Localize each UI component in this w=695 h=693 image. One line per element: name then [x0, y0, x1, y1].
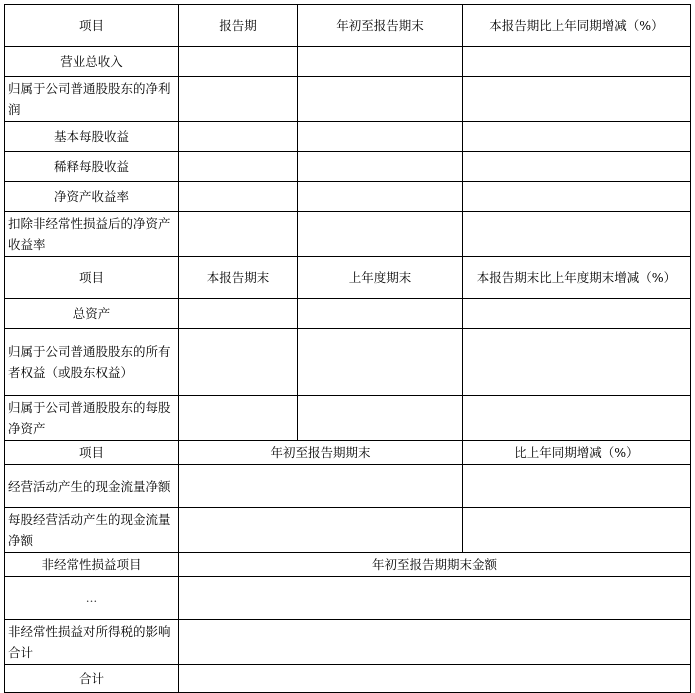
header-nonrecurring-items: 非经常性损益项目 [5, 553, 179, 577]
row-label-shareholder-equity: 归属于公司普通股股东的所有者权益（或股东权益） [5, 329, 179, 396]
empty-cell [179, 508, 463, 553]
header-item: 项目 [5, 5, 179, 47]
empty-cell [298, 329, 463, 396]
row-label-roe: 净资产收益率 [5, 182, 179, 212]
empty-cell [298, 47, 463, 77]
table-row [5, 77, 691, 122]
empty-cell [179, 122, 298, 152]
header-yoy-change: 比上年同期增减（%） [463, 441, 691, 465]
header-ytd-end: 年初至报告期期末 [179, 441, 463, 465]
empty-cell [463, 77, 691, 122]
table-row [5, 620, 691, 665]
row-label-tax-impact: 非经常性损益对所得税的影响合计 [5, 620, 179, 665]
section4-header-row [5, 553, 691, 577]
empty-cell [298, 299, 463, 329]
empty-cell [463, 212, 691, 257]
empty-cell [298, 182, 463, 212]
table-row [5, 152, 691, 182]
row-label-operating-cash-flow: 经营活动产生的现金流量净额 [5, 465, 179, 508]
empty-cell [179, 396, 298, 441]
empty-cell [179, 665, 691, 693]
empty-cell [179, 212, 298, 257]
header-ytd-amount: 年初至报告期期末金额 [179, 553, 691, 577]
empty-cell [179, 329, 298, 396]
row-label-net-assets-per-share: 归属于公司普通股股东的每股净资产 [5, 396, 179, 441]
empty-cell [463, 299, 691, 329]
empty-cell [463, 122, 691, 152]
header-yoy-change: 本报告期比上年同期增减（%） [463, 5, 691, 47]
empty-cell [463, 47, 691, 77]
table-row [5, 182, 691, 212]
row-label-total-assets: 总资产 [5, 299, 179, 329]
row-label-cash-flow-per-share: 每股经营活动产生的现金流量净额 [5, 508, 179, 553]
empty-cell [298, 152, 463, 182]
empty-cell [179, 465, 463, 508]
table-row [5, 465, 691, 508]
empty-cell [298, 396, 463, 441]
empty-cell [298, 212, 463, 257]
empty-cell [179, 299, 298, 329]
table-row [5, 212, 691, 257]
header-period-end: 本报告期末 [179, 257, 298, 299]
empty-cell [179, 47, 298, 77]
empty-cell [179, 152, 298, 182]
header-ytd: 年初至报告期末 [298, 5, 463, 47]
empty-cell [298, 77, 463, 122]
section2-header-row [5, 257, 691, 299]
empty-cell [179, 577, 691, 620]
empty-cell [179, 77, 298, 122]
table-row [5, 299, 691, 329]
row-label-diluted-eps: 稀释每股收益 [5, 152, 179, 182]
financial-data-table [4, 4, 691, 693]
empty-cell [179, 620, 691, 665]
table-row [5, 665, 691, 693]
empty-cell [463, 152, 691, 182]
table-row [5, 508, 691, 553]
table-row [5, 329, 691, 396]
header-reporting-period: 报告期 [179, 5, 298, 47]
table-row [5, 47, 691, 77]
table-row [5, 396, 691, 441]
empty-cell [463, 508, 691, 553]
section1-header-row [5, 5, 691, 47]
empty-cell [463, 465, 691, 508]
section3-header-row [5, 441, 691, 465]
empty-cell [463, 329, 691, 396]
row-label-ellipsis: … [5, 577, 179, 620]
header-prior-year-end: 上年度期末 [298, 257, 463, 299]
empty-cell [298, 122, 463, 152]
row-label-basic-eps: 基本每股收益 [5, 122, 179, 152]
empty-cell [179, 182, 298, 212]
empty-cell [463, 182, 691, 212]
row-label-total-revenue: 营业总收入 [5, 47, 179, 77]
table-row [5, 577, 691, 620]
empty-cell [463, 396, 691, 441]
row-label-total: 合计 [5, 665, 179, 693]
table-row [5, 122, 691, 152]
header-item: 项目 [5, 441, 179, 465]
header-period-change: 本报告期末比上年度期末增减（%） [463, 257, 691, 299]
row-label-adjusted-roe: 扣除非经常性损益后的净资产收益率 [5, 212, 179, 257]
header-item: 项目 [5, 257, 179, 299]
row-label-net-profit: 归属于公司普通股股东的净利润 [5, 77, 179, 122]
